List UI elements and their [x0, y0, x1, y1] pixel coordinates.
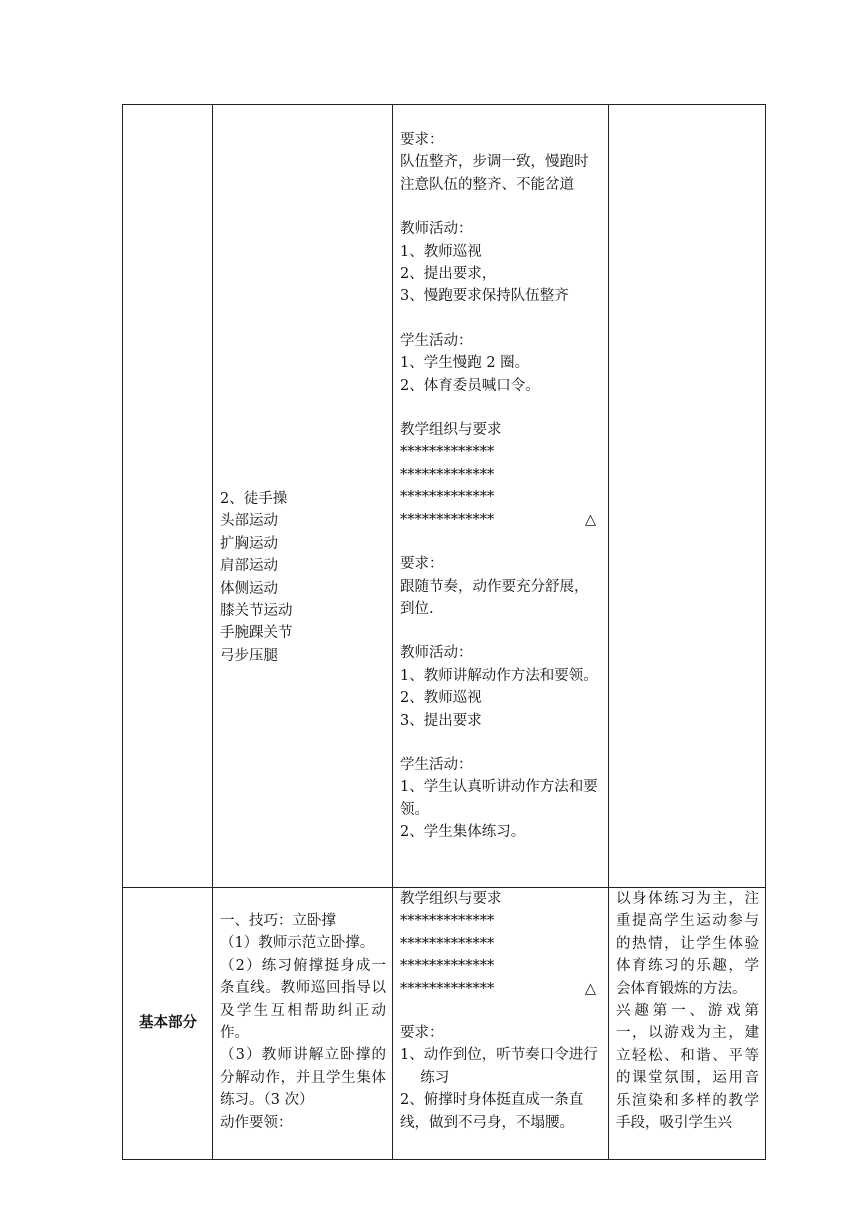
- organization-title: 教学组织与要求: [400, 422, 502, 439]
- formation-row: *************: [400, 935, 495, 952]
- teacher-triangle-icon: △: [584, 511, 596, 528]
- requirement-item: 1、动作到位，听节奏口令进行练习: [400, 1047, 598, 1086]
- skill-step: 动作要领：: [220, 1114, 293, 1131]
- formation-row-with-teacher: [400, 509, 602, 531]
- organization-cell: [393, 105, 609, 888]
- teacher-activity-title: 教师活动：: [400, 645, 473, 662]
- requirement-title: 要求：: [400, 132, 444, 148]
- exercise-item: 肩部运动: [220, 558, 278, 575]
- teacher-activity-item: 3、慢跑要求保持队伍整齐: [400, 288, 569, 305]
- skill-step: （2）练习俯撑挺身成一条直线。教师巡回指导以及学生互相帮助纠正动作。: [220, 957, 386, 1042]
- teacher-activity-item: 1、教师巡视: [400, 243, 482, 260]
- design-note: 以身体练习为主，注重提高学生运动参与的热情，让学生体验体育练习的乐趣，学会体育锻炼的方法。: [616, 891, 759, 997]
- formation-row: *************: [400, 913, 495, 930]
- skill-step: （3）教师讲解立卧撑的分解动作，并且学生集体练习。（3 次）: [220, 1047, 386, 1109]
- requirement-item: 2、俯撑时身体挺直成一条直线，做到不弓身，不塌腰。: [400, 1092, 584, 1131]
- student-activity-item: 2、学生集体练习。: [400, 824, 526, 841]
- content-cell-warmup: [213, 105, 393, 888]
- formation-stars: *************: [400, 980, 495, 997]
- exercise-item: 弓步压腿: [220, 647, 278, 664]
- student-activity-item: 1、学生认真听讲动作方法和要领。: [400, 779, 598, 818]
- requirement-title: 要求：: [400, 556, 444, 573]
- section-cell-empty: [123, 105, 213, 888]
- requirement-title: 要求：: [400, 1025, 444, 1042]
- table-row: [123, 888, 766, 1160]
- requirement-text: 队伍整齐，步调一致，慢跑时注意队伍的整齐、不能岔道: [400, 154, 589, 193]
- formation-row: *************: [400, 444, 495, 461]
- exercise-heading: 2、徒手操: [220, 491, 288, 507]
- student-activity-title: 学生活动：: [400, 756, 473, 773]
- formation-row-with-teacher: [400, 978, 602, 1000]
- teacher-activity-title: 教师活动：: [400, 221, 473, 238]
- organization-title: 教学组织与要求: [400, 891, 502, 907]
- teacher-triangle-icon: △: [584, 980, 596, 997]
- notes-cell-empty: [609, 105, 766, 888]
- requirement-text: 跟随节奏，动作要充分舒展，到位.: [400, 578, 589, 617]
- exercise-item: 头部运动: [220, 513, 278, 530]
- skill-title: 一、技巧：立卧撑: [220, 913, 336, 929]
- exercise-item: 体侧运动: [220, 580, 278, 597]
- organization-cell: [393, 888, 609, 1160]
- notes-cell: [609, 888, 766, 1160]
- exercise-item: 扩胸运动: [220, 535, 278, 552]
- formation-row: *************: [400, 958, 495, 975]
- student-activity-item: 1、学生慢跑 2 圈。: [400, 355, 530, 372]
- skill-step: （1）教师示范立卧撑。: [220, 935, 375, 952]
- content-cell-skills: [213, 888, 393, 1160]
- table-row: [123, 105, 766, 888]
- lesson-plan-table: [122, 104, 766, 1160]
- teacher-activity-item: 2、提出要求，: [400, 266, 497, 283]
- teacher-activity-item: 2、教师巡视: [400, 690, 482, 707]
- exercise-item: 手腕踝关节: [220, 625, 293, 642]
- exercise-item: 膝关节运动: [220, 603, 293, 620]
- teacher-activity-item: 1、教师讲解动作方法和要领。: [400, 667, 598, 684]
- student-activity-title: 学生活动：: [400, 332, 473, 349]
- section-label: 基本部分: [123, 888, 213, 1160]
- formation-stars: *************: [400, 511, 495, 528]
- design-note: 兴趣第一、游戏第一，以游戏为主，建立轻松、和谐、平等的课堂氛围，运用音乐渲染和多样的教学手段，吸引学生兴: [616, 1003, 759, 1132]
- formation-row: *************: [400, 489, 495, 506]
- student-activity-item: 2、体育委员喊口令。: [400, 377, 540, 394]
- teacher-activity-item: 3、提出要求: [400, 712, 482, 729]
- formation-row: *************: [400, 466, 495, 483]
